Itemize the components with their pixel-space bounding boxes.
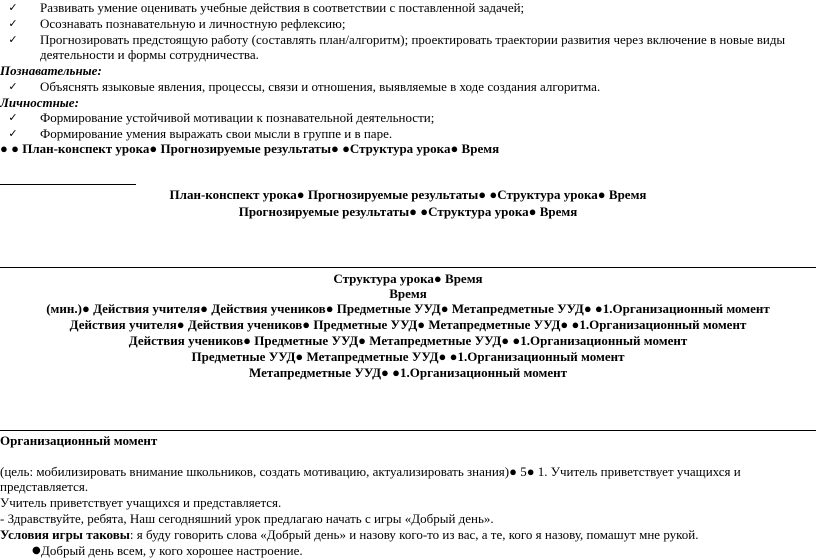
- checkmark-icon: ✓: [8, 1, 18, 14]
- rules-text: : я буду говорить слова «Добрый день» и назову кого-то из вас, а те, кого я назову, помашут мне рукой.: [129, 527, 699, 542]
- heading-line: Прогнозируемые результаты● ●Структура урока● Время: [238, 204, 578, 219]
- list-item: Прогнозировать предстоящую работу (составлять план/алгоритм); проектировать траектории развития через включение в новые виды: [40, 32, 786, 47]
- list-item: Добрый день всем, у кого хорошее настроение.: [41, 543, 303, 558]
- heading-line: Метапредметные УУД● ●1.Организационный момент: [249, 365, 567, 380]
- heading-line: Действия учеников● Предметные УУД● Метапредметные УУД● ●1.Организационный момент: [128, 333, 688, 348]
- heading-line: Структура урока● Время: [333, 271, 483, 286]
- bullet-icon: ●: [32, 545, 41, 556]
- section-title-org: Организационный момент: [0, 433, 158, 448]
- list-item-continuation: деятельности и формы сотрудничества.: [40, 47, 259, 62]
- org-goal-continuation: представляется.: [0, 479, 89, 494]
- checkmark-icon: ✓: [8, 111, 18, 124]
- greeting-text: - Здравствуйте, ребята, Наш сегодняшний урок предлагаю начать с игры «Добрый день».: [0, 511, 494, 526]
- list-item: Осознавать познавательную и личностную рефлексию;: [40, 16, 346, 31]
- divider: [0, 184, 136, 185]
- section-title-cognitive: Познавательные:: [0, 63, 102, 78]
- rules-label: Условия игры таковы: [0, 527, 130, 542]
- heading-line: Предметные УУД● Метапредметные УУД● ●1.Организационный момент: [191, 349, 625, 364]
- heading-line: Время: [389, 286, 427, 301]
- list-item: Развивать умение оценивать учебные действия в соответствии с поставленной задачей;: [40, 0, 525, 15]
- list-item: Формирование умения выражать свои мысли в группе и в паре.: [40, 126, 393, 141]
- heading-line: План-конспект урока● Прогнозируемые результаты● ●Структура урока● Время: [169, 187, 647, 202]
- heading-line: ● ● План-конспект урока● Прогнозируемые результаты● ●Структура урока● Время: [0, 141, 500, 156]
- teacher-greets-text: Учитель приветствует учащихся и представляется.: [0, 495, 282, 510]
- divider: [0, 267, 816, 268]
- checkmark-icon: ✓: [8, 80, 18, 93]
- checkmark-icon: ✓: [8, 127, 18, 140]
- section-title-personal: Личностные:: [0, 95, 79, 110]
- divider: [0, 430, 816, 431]
- checkmark-icon: ✓: [8, 33, 18, 46]
- org-goal: (цель: мобилизировать внимание школьников, создать мотивацию, актуализировать знания)● 5● 1. Учитель приветствует учащихся и: [0, 464, 741, 479]
- heading-line: Действия учителя● Действия учеников● Предметные УУД● Метапредметные УУД● ●1.Организационный момент: [69, 317, 747, 332]
- list-item: Формирование устойчивой мотивации к познавательной деятельности;: [40, 110, 435, 125]
- list-item: Объяснять языковые явления, процессы, связи и отношения, выявляемые в ходе создания алгоритма.: [40, 79, 601, 94]
- heading-line: (мин.)● Действия учителя● Действия учеников● Предметные УУД● Метапредметные УУД● ●1.Организационный момент: [46, 301, 770, 316]
- checkmark-icon: ✓: [8, 17, 18, 30]
- rules-line: [0, 527, 699, 542]
